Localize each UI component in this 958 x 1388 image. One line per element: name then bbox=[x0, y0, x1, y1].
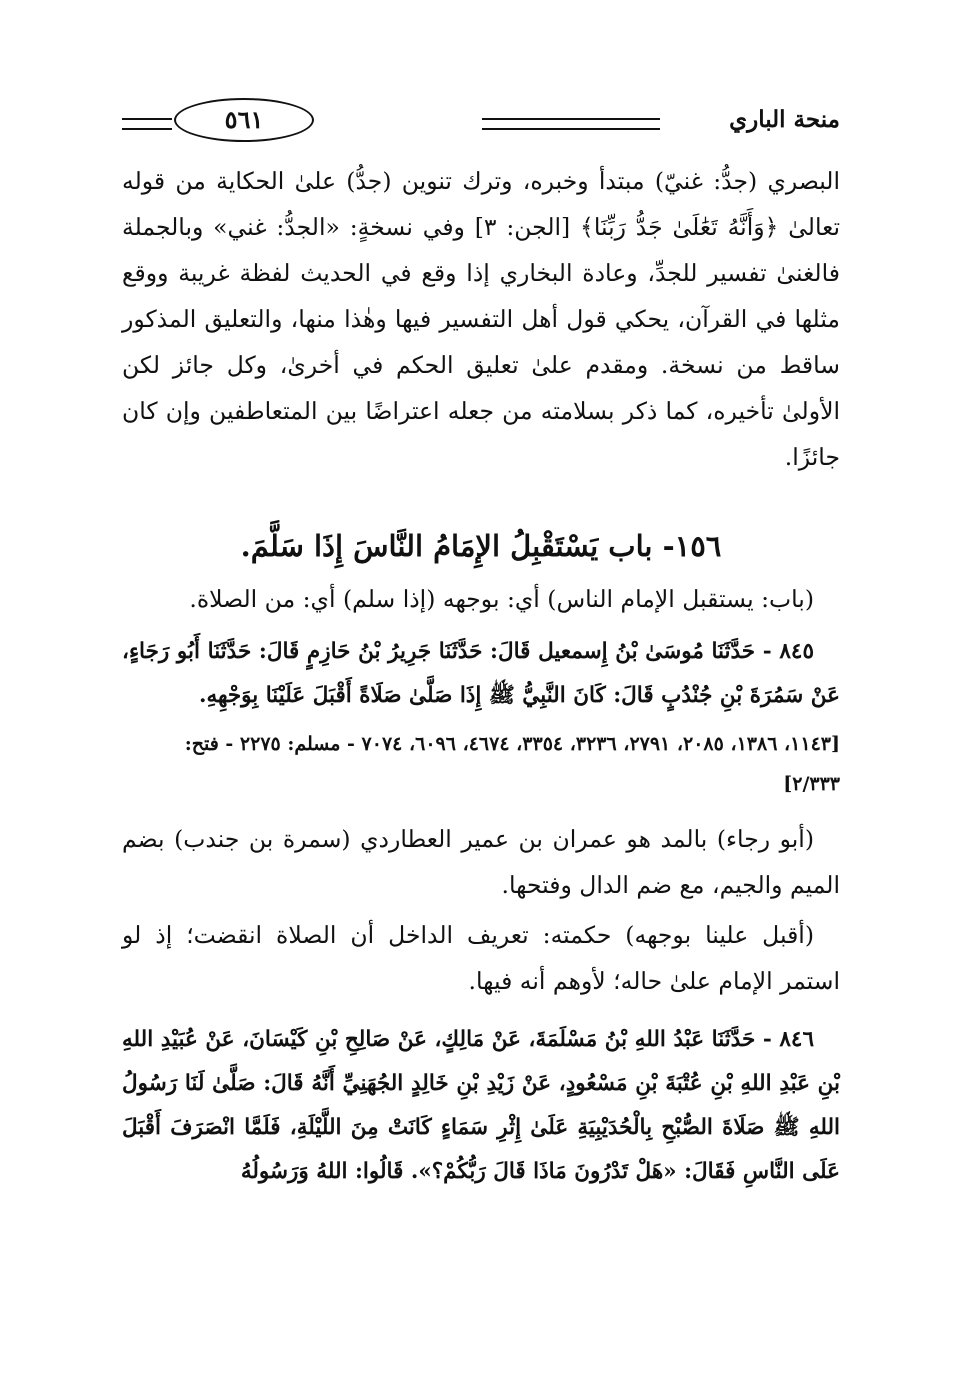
page-number-badge bbox=[174, 98, 314, 142]
hadith-846-text: ٨٤٦ - حَدَّثَنَا عَبْدُ اللهِ بْنُ مَسْلَمَةَ، عَنْ مَالِكٍ، عَنْ صَالِحِ بْنِ كَيْسَانَ، عَنْ عُبَيْدِ اللهِ بْنِ عَبْدِ اللهِ بْنِ عُتْبَةَ بْنِ مَسْعُودٍ، عَنْ زَيْدِ بْنِ خَالِدٍ الجُهَنِيِّ أَنَّهُ قَالَ: صَلَّىٰ لَنَا رَسُولُ اللهِ ﷺ صَلَاةَ الصُّبْحِ بِالْحُدَيْبِيَةِ عَلَىٰ إِثْرِ سَمَاءٍ كَانَتْ مِنَ اللَّيْلَةِ، فَلَمَّا انْصَرَفَ أَقْبَلَ عَلَى النَّاسِ فَقَالَ: «هَلْ تَدْرُونَ مَاذَا قَالَ رَبُّكُمْ؟». قَالُوا: اللهُ وَرَسُولُهُ bbox=[122, 1027, 840, 1184]
hadith-845-text: ٨٤٥ - حَدَّثَنَا مُوسَىٰ بْنُ إِسمعيل قَالَ: حَدَّثَنَا جَرِيرُ بْنُ حَازِمٍ قَالَ: حَدَّثَنَا أَبُو رَجَاءٍ، عَنْ سَمُرَةَ بْنِ جُنْدُبٍ قَالَ: كَانَ النَّبِيُّ ﷺ إِذَا صَلَّىٰ صَلَاةً أَقْبَلَ عَلَيْنَا بِوَجْهِهِ. bbox=[122, 639, 840, 708]
book-page bbox=[122, 78, 840, 1318]
commentary-aqbala: (أقبل علينا بوجهه) حكمته: تعريف الداخل أن الصلاة انقضت؛ إذ لو استمر الإمام علىٰ حاله؛ لأوهم أنه فيها. bbox=[122, 921, 840, 995]
intro-paragraph: البصري (جدُّ: غنيّ) مبتدأ وخبره، وترك تنوين (جدُّ) علىٰ الحكاية من قوله تعالىٰ ﴿وَأَنَّهُ تَعَٰلَىٰ جَدُّ رَبِّنَا﴾ [الجن: ٣] وفي نسخةٍ: «الجدُّ: غني» وبالجملة فالغنىٰ تفسير للجدِّ، وعادة البخاري إذا وقع في الحديث لفظة غريبة ووقع مثلها في القرآن، يحكي قول أهل التفسير فيها وهٰذا منها، والتعليق المذكور ساقط من نسخة. ومقدم علىٰ تعليق الحكم في أخرىٰ، وكل جائز لكن الأولىٰ تأخيره، كما ذكر بسلامته من جعله اعتراضًا بين المتعاطفين وإن كان جائزًا. bbox=[122, 167, 840, 471]
running-header bbox=[122, 78, 840, 158]
header-double-rule bbox=[482, 118, 660, 130]
header-double-rule-short bbox=[122, 118, 172, 130]
chapter-heading: ١٥٦- باب يَسْتَقْبِلُ الإِمَامُ النَّاسَ إِذَا سَلَّمَ. bbox=[240, 529, 722, 563]
page-number: ٥٦١ bbox=[224, 104, 264, 134]
chapter-explanation: (باب: يستقبل الإمام الناس) أي: بوجهه (إذا سلم) أي: من الصلاة. bbox=[189, 585, 814, 613]
commentary-abu-raja: (أبو رجاء) بالمد هو عمران بن عمير العطاردي (سمرة بن جندب) بضم الميم والجيم، مع ضم الدال وفتحها. bbox=[122, 825, 840, 899]
hadith-845-references: [١١٤٣، ١٣٨٦، ٢٠٨٥، ٢٧٩١، ٣٢٣٦، ٣٣٥٤، ٤٦٧٤، ٦٠٩٦، ٧٠٧٤ - مسلم: ٢٢٧٥ - فتح: ٢/٣٣٣] bbox=[184, 733, 840, 795]
book-title: منحة الباري bbox=[729, 106, 840, 133]
